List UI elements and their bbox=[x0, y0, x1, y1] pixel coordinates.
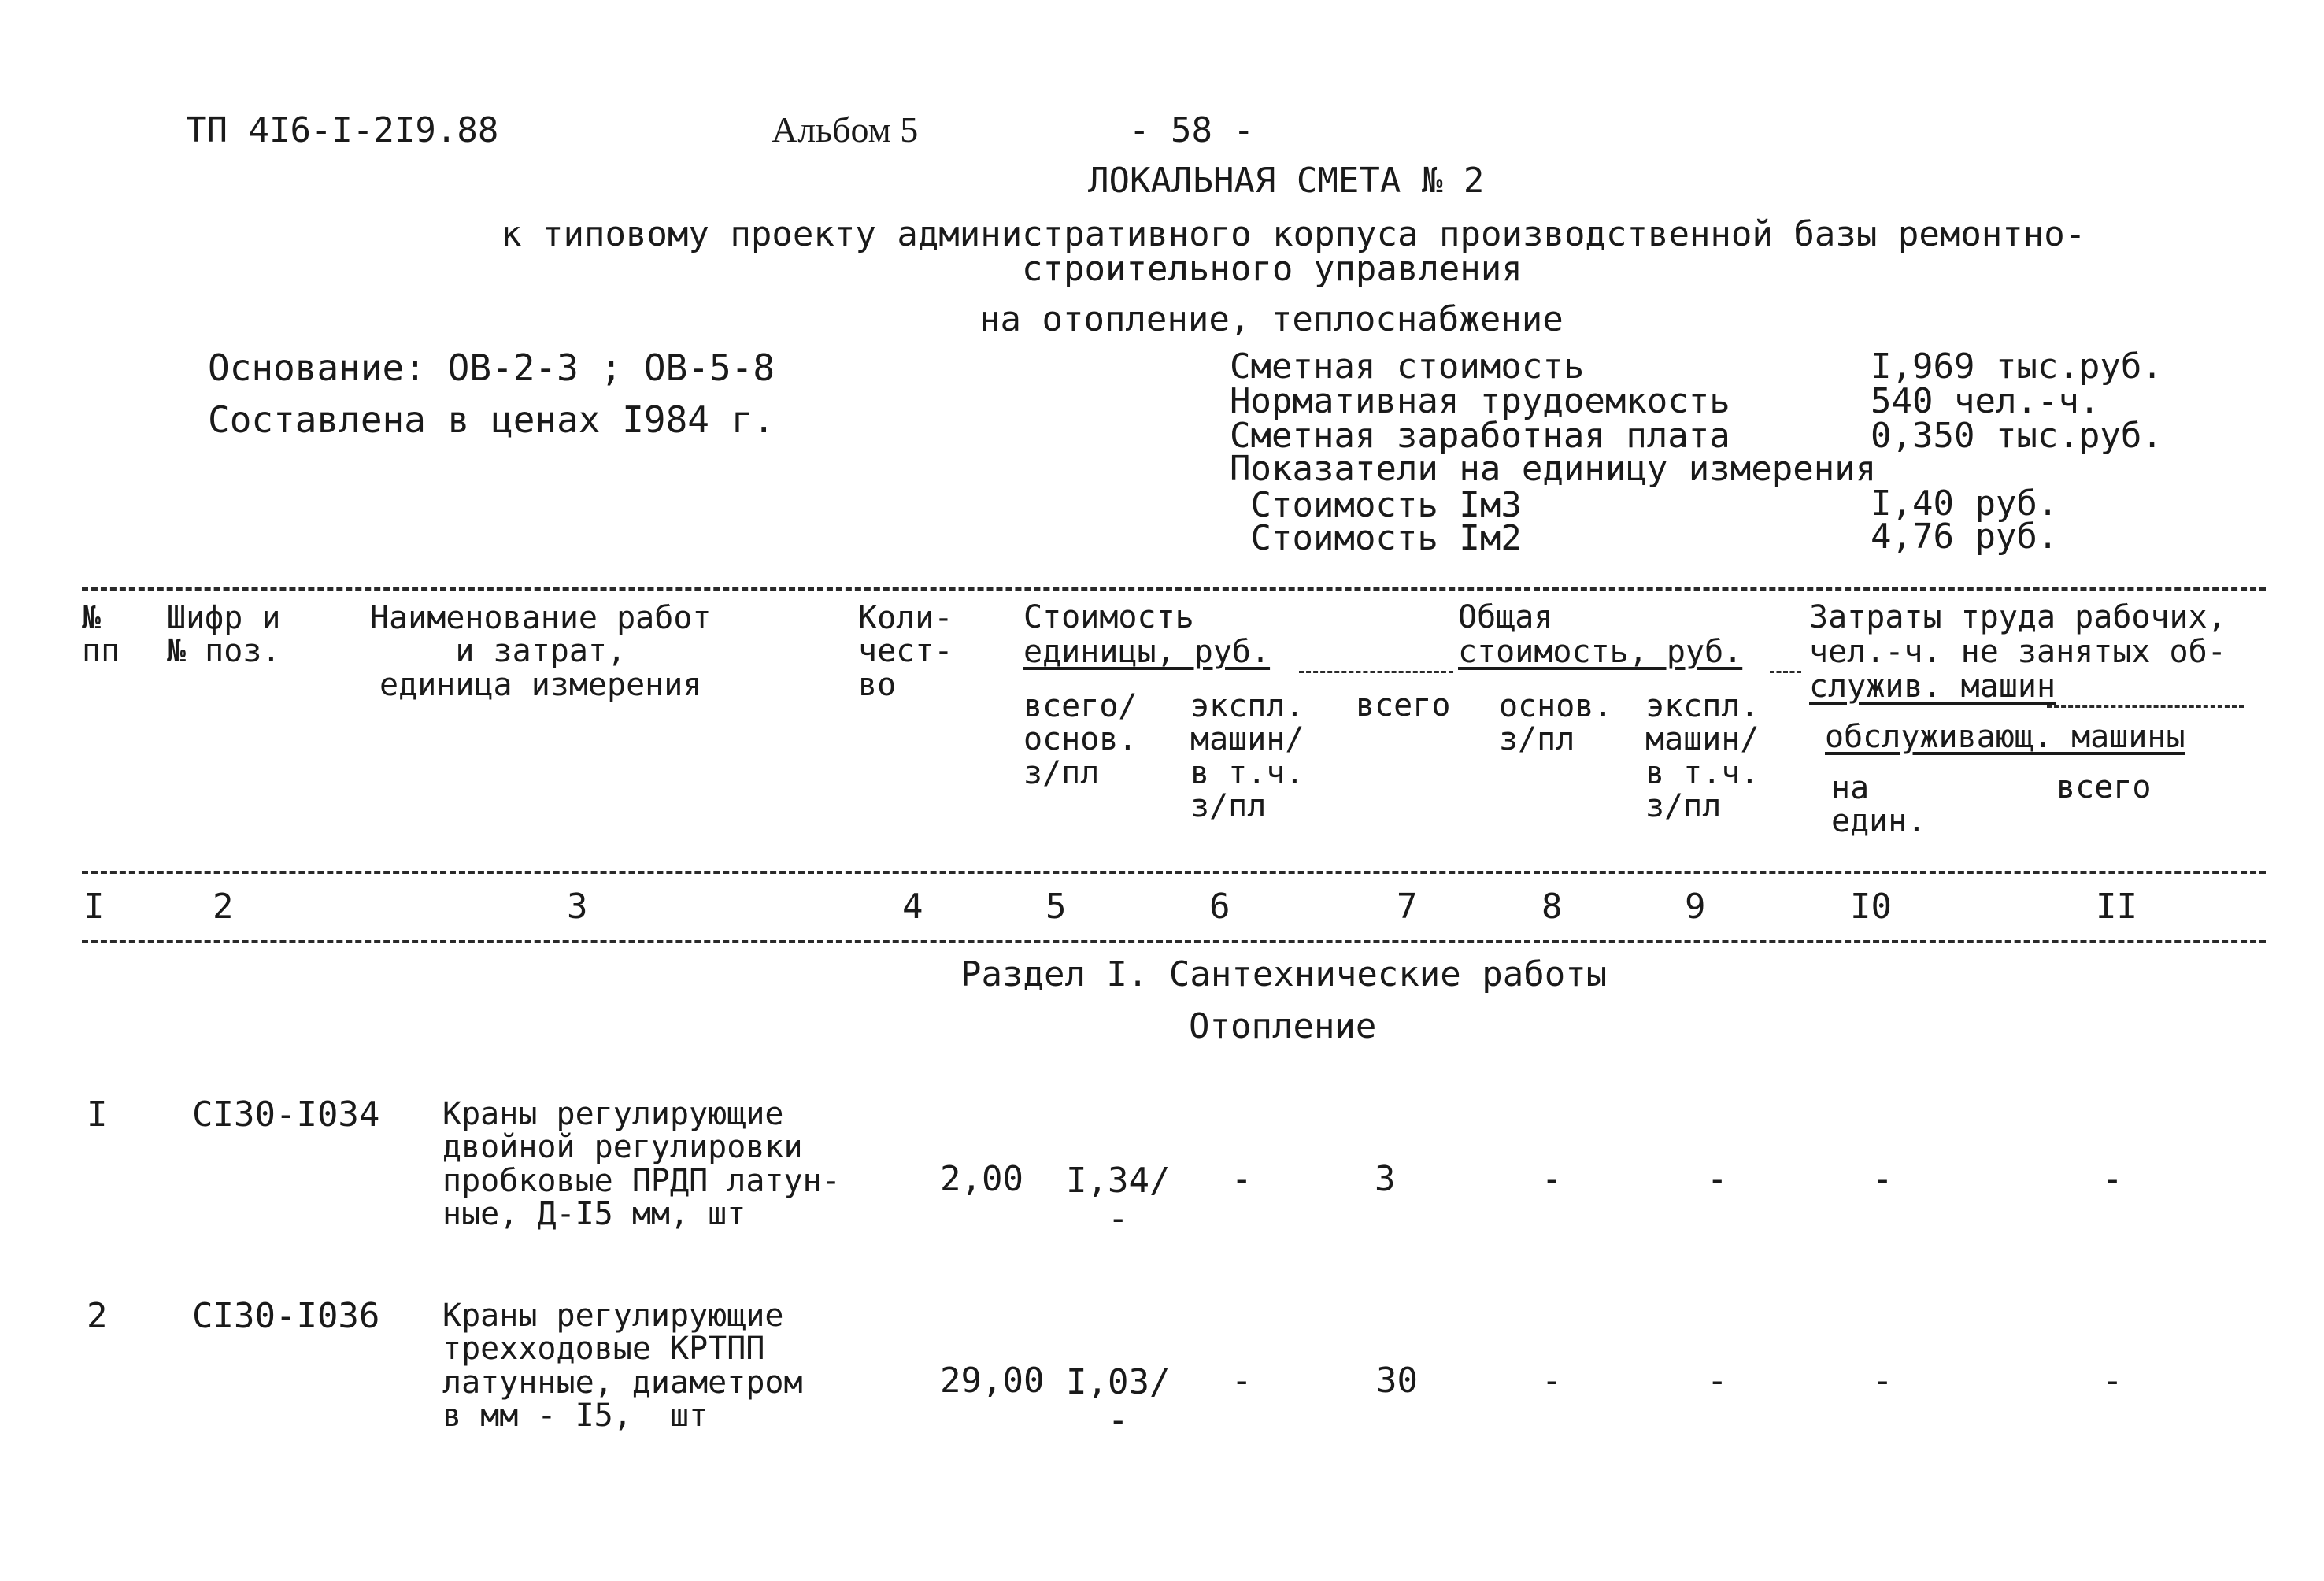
column-number: 6 bbox=[1209, 887, 1230, 927]
column-number: II bbox=[2096, 887, 2137, 927]
column-numbers-bottom-rule bbox=[82, 940, 2266, 943]
row-cell: - bbox=[1231, 1361, 1253, 1401]
row-name: Краны регулирующие двойной регулировки пробковые ПРДП латун- ные, Д-I5 мм, шт bbox=[442, 1096, 841, 1233]
summary-value: I,969 тыс.руб. bbox=[1871, 346, 2163, 387]
row-cell: - bbox=[1707, 1159, 1728, 1199]
header-labor-3: служив. машин bbox=[1809, 668, 2056, 705]
column-number: 2 bbox=[213, 887, 234, 927]
summary-label: Нормативная трудоемкость bbox=[1230, 381, 1730, 421]
row-cell: - bbox=[1872, 1361, 1893, 1401]
column-number: 4 bbox=[902, 887, 923, 927]
row-cell: - bbox=[1231, 1159, 1253, 1199]
subtitle-line-2: строительного управления bbox=[1022, 249, 1523, 289]
summary-value: I,40 руб. bbox=[1871, 483, 2059, 524]
subheader-5: всего/ основ. з/пл bbox=[1023, 688, 1138, 791]
header-labor-2: чел.-ч. не занятых об- bbox=[1809, 634, 2226, 670]
document-title: ЛОКАЛЬНАЯ СМЕТА № 2 bbox=[1088, 161, 1485, 201]
row-qty: 29,00 bbox=[940, 1361, 1045, 1401]
row-cell: - bbox=[1541, 1159, 1563, 1199]
row-total: 30 bbox=[1376, 1361, 1418, 1401]
column-number: 7 bbox=[1397, 887, 1418, 927]
header-unit-cost: Стоимость bbox=[1023, 599, 1194, 635]
header-qty: Коли- чест- во bbox=[858, 600, 953, 703]
row-unit-cost: I,03/ - bbox=[1066, 1362, 1171, 1441]
header-num: № пп bbox=[82, 600, 120, 670]
header-rule bbox=[2047, 705, 2244, 708]
subheader-10: на един. bbox=[1831, 770, 1926, 840]
row-cell: - bbox=[1872, 1159, 1893, 1199]
summary-label: Стоимость Iм3 bbox=[1230, 485, 1522, 525]
header-rule bbox=[1299, 671, 1453, 673]
subheader-8: основ. з/пл bbox=[1499, 688, 1613, 758]
column-numbers-top-rule bbox=[82, 871, 2266, 874]
row-total: 3 bbox=[1375, 1159, 1396, 1199]
header-labor: Затраты труда рабочих, bbox=[1809, 599, 2226, 635]
row-cell: - bbox=[1541, 1361, 1563, 1401]
subheader-9: экспл. машин/ в т.ч. з/пл bbox=[1645, 688, 1760, 825]
header-code: Шифр и № поз. bbox=[167, 600, 281, 670]
row-name: Краны регулирующие трехходовые КРТПП латунные, диаметром в мм - I5, шт bbox=[442, 1298, 803, 1435]
row-code: СI30-I034 bbox=[192, 1094, 380, 1135]
header-total-cost: Общая bbox=[1458, 599, 1553, 635]
prices-text: Составлена в ценах I984 г. bbox=[208, 398, 775, 441]
subtitle-line-1: к типовому проекту административного корпуса производственной базы ремонтно- bbox=[501, 214, 2086, 254]
subheader-6: экспл. машин/ в т.ч. з/пл bbox=[1190, 688, 1304, 825]
column-number: 9 bbox=[1685, 887, 1706, 927]
column-number: 5 bbox=[1045, 887, 1067, 927]
summary-label: Стоимость Iм2 bbox=[1230, 518, 1522, 558]
header-total-cost-2: стоимость, руб. bbox=[1458, 634, 1743, 670]
column-number: 8 bbox=[1541, 887, 1563, 927]
summary-label: Сметная заработная плата bbox=[1230, 416, 1730, 456]
summary-value: 0,350 тыс.руб. bbox=[1871, 416, 2163, 456]
header-name: Наименование работ и затрат, единица измерения bbox=[370, 600, 712, 703]
row-cell: - bbox=[1707, 1361, 1728, 1401]
column-number: 3 bbox=[567, 887, 588, 927]
header-rule bbox=[1770, 671, 1801, 673]
summary-value: 4,76 руб. bbox=[1871, 517, 2059, 557]
column-number: I bbox=[83, 887, 105, 927]
section-title: Раздел I. Сантехнические работы bbox=[960, 954, 1608, 994]
row-code: СI30-I036 bbox=[192, 1296, 380, 1336]
row-qty: 2,00 bbox=[940, 1159, 1023, 1199]
header-unit-cost-2: единицы, руб. bbox=[1023, 634, 1271, 670]
subsection-title: Отопление bbox=[1189, 1006, 1377, 1046]
subheader-11: всего bbox=[2056, 769, 2152, 805]
album-label: Альбом 5 bbox=[772, 109, 919, 150]
row-number: 2 bbox=[87, 1296, 108, 1336]
table-top-rule bbox=[82, 587, 2266, 591]
page-number: - 58 - bbox=[1129, 110, 1254, 150]
column-number: I0 bbox=[1850, 887, 1892, 927]
row-number: I bbox=[87, 1094, 108, 1135]
row-cell: - bbox=[2102, 1361, 2123, 1401]
basis-text: Основание: ОВ-2-3 ; ОВ-5-8 bbox=[208, 346, 775, 389]
row-unit-cost: I,34/ - bbox=[1066, 1161, 1171, 1239]
row-cell: - bbox=[2102, 1159, 2123, 1199]
subheader-7: всего bbox=[1356, 687, 1451, 724]
document-code: ТП 4I6-I-2I9.88 bbox=[186, 110, 499, 150]
header-labor-4: обслуживающ. машины bbox=[1825, 719, 2185, 755]
subtitle-line-3: на отопление, теплоснабжение bbox=[979, 299, 1564, 339]
summary-label: Показатели на единицу измерения bbox=[1230, 449, 1877, 489]
summary-value: 540 чел.-ч. bbox=[1871, 381, 2100, 421]
summary-label: Сметная стоимость bbox=[1230, 346, 1585, 387]
